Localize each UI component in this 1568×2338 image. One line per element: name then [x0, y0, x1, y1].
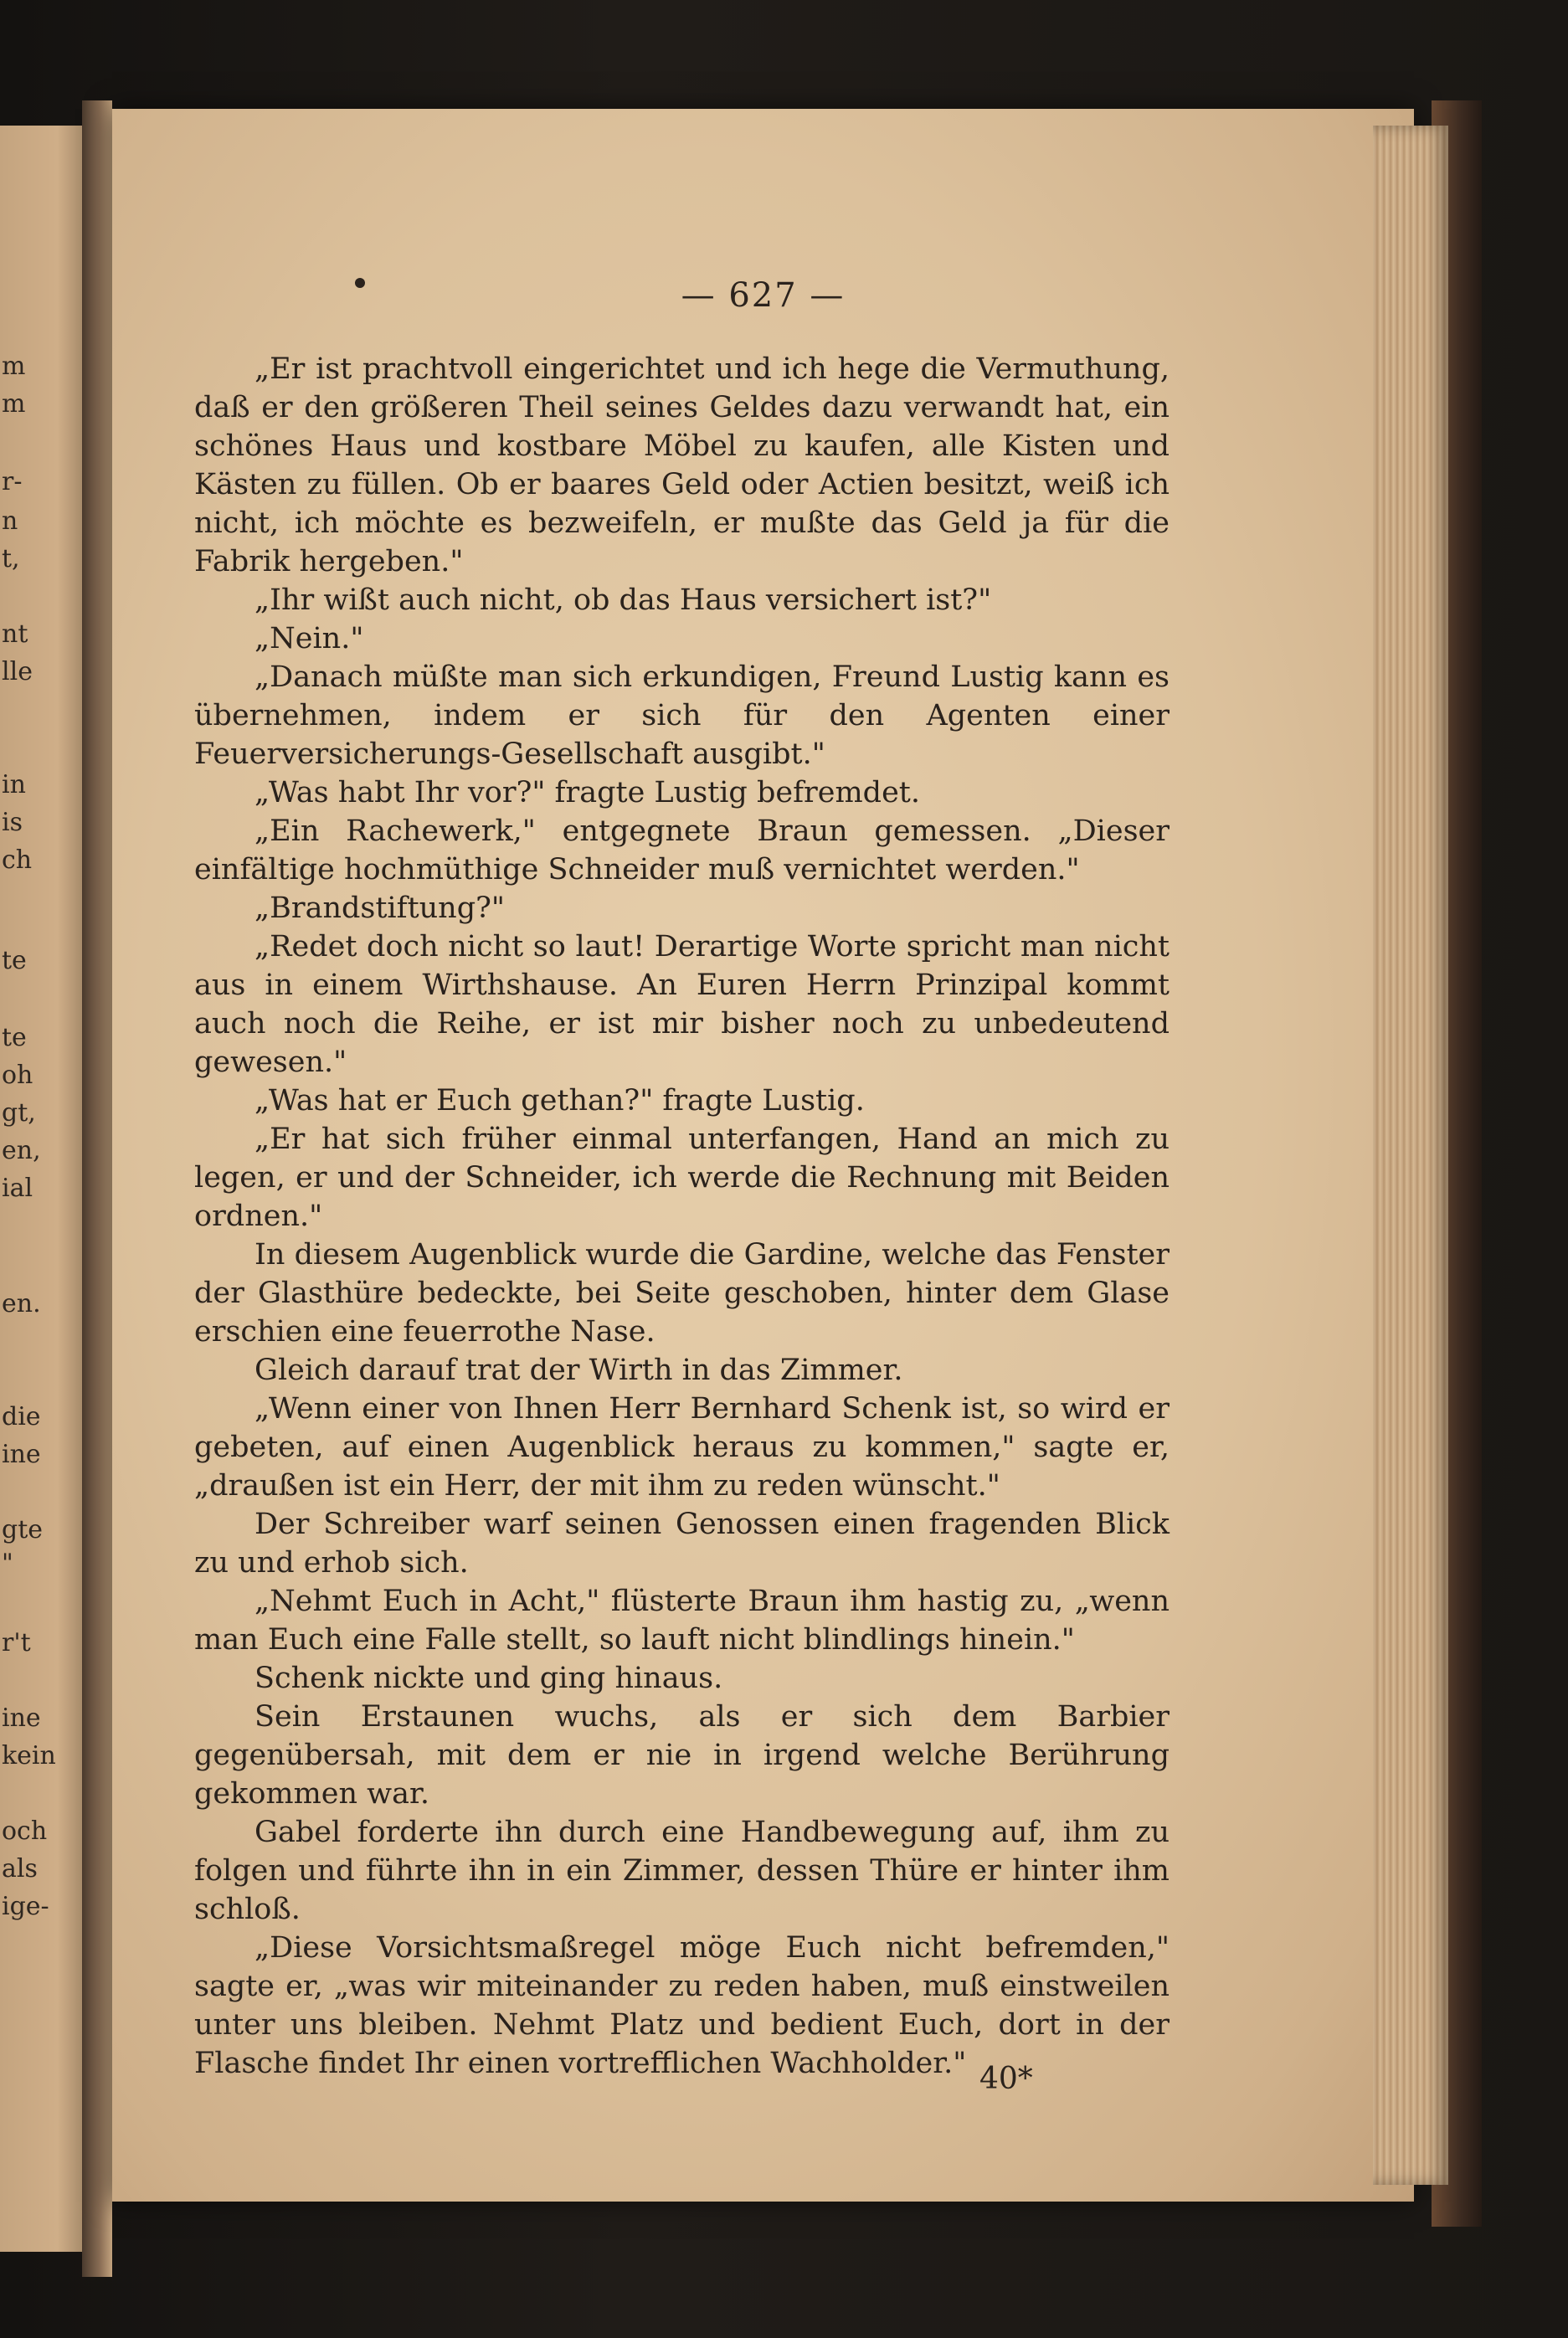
left-page-fragment: kein — [2, 1741, 56, 1770]
left-page-fragment: och — [2, 1816, 48, 1846]
paragraph: „Brandstiftung?" — [254, 892, 505, 925]
left-page-fragment: gte — [2, 1515, 44, 1544]
left-page-fragment: en, — [2, 1136, 41, 1165]
paragraph: In diesem Augenblick wurde die Gardine, welche das Fenster der Glasthüre bedeckte, bei Seite geschoben, hinter dem Glase erschien eine feuerrothe Nase. — [194, 1238, 1170, 1349]
left-page-fragment: ine — [2, 1703, 41, 1733]
left-page-fragment: n — [2, 506, 18, 536]
left-page-edge — [0, 126, 87, 2252]
left-page-fragment: ige- — [2, 1892, 49, 1921]
paragraph: „Was hat er Euch gethan?" fragte Lustig. — [254, 1084, 865, 1118]
paragraph: Sein Erstaunen wuchs, als er sich dem Barbier gegenübersah, mit dem er nie in irgend welche Berührung gekommen war. — [194, 1700, 1170, 1811]
paragraph: Gleich darauf trat der Wirth in das Zimmer. — [254, 1354, 903, 1387]
left-page-fragment: oh — [2, 1061, 33, 1090]
paragraph: „Redet doch nicht so laut! Derartige Worte spricht man nicht aus in einem Wirthshause. An Euren Herrn Prinzipal kommt auch noch die Reihe, er ist mir bisher noch zu unbedeutend gewesen." — [194, 930, 1170, 1079]
paragraph: Schenk nickte und ging hinaus. — [254, 1662, 723, 1695]
page-number: — 627 — — [681, 276, 846, 315]
left-page-fragment: m — [2, 352, 26, 381]
left-page-fragment: ine — [2, 1440, 41, 1469]
left-page-fragment: t, — [2, 544, 20, 573]
paragraph: „Diese Vorsichtsmaßregel möge Euch nicht befremden," sagte er, „was wir miteinander zu reden haben, muß einstweilen unter uns bleiben. Nehmt Platz und bedient Euch, dort in der Flasche findet Ihr einen vortrefflichen Wachholder." — [194, 1931, 1170, 2080]
left-page-fragment: r- — [2, 467, 23, 496]
paragraph: „Wenn einer von Ihnen Herr Bernhard Schenk ist, so wird er gebeten, auf einen Augenblick heraus zu kommen," sagte er, „draußen ist ein Herr, der mit ihm zu reden wünscht." — [194, 1392, 1170, 1503]
paragraph: „Danach müßte man sich erkundigen, Freund Lustig kann es übernehmen, indem er sich für den Agenten einer Feuerversicherungs-Gesellschaft ausgibt." — [194, 660, 1170, 771]
left-page-fragment: gt, — [2, 1098, 36, 1128]
paragraph: „Was habt Ihr vor?" fragte Lustig befremdet. — [254, 776, 920, 809]
left-page-fragment: ial — [2, 1174, 33, 1203]
left-page-fragment: m — [2, 389, 26, 419]
page-stack-edge — [1373, 126, 1448, 2185]
left-page-fragment: als — [2, 1854, 38, 1883]
left-page-fragment: is — [2, 808, 23, 837]
book-gutter — [82, 100, 112, 2277]
paragraph: „Ein Rachewerk," entgegnete Braun gemessen. „Dieser einfältige hochmüthige Schneider muß vernichtet werden." — [194, 814, 1170, 886]
paragraph: Der Schreiber warf seinen Genossen einen fragenden Blick zu und erhob sich. — [194, 1508, 1170, 1580]
paragraph: „Nehmt Euch in Acht," flüsterte Braun ihm hastig zu, „wenn man Euch eine Falle stellt, so lauft nicht blindlings hinein." — [194, 1585, 1170, 1657]
left-page-fragment: ch — [2, 845, 33, 875]
left-page-fragment: r't — [2, 1628, 31, 1657]
left-page-fragment: in — [2, 770, 26, 799]
body-text — [194, 350, 1170, 2083]
paragraph: „Nein." — [254, 622, 364, 655]
left-page-fragment: en. — [2, 1289, 41, 1318]
left-page-fragment: nt — [2, 619, 28, 649]
paragraph: „Er hat sich früher einmal unterfangen, Hand an mich zu legen, er und der Schneider, ich werde die Rechnung mit Beiden ordnen." — [194, 1123, 1170, 1233]
paragraph: „Er ist prachtvoll eingerichtet und ich hege die Vermuthung, daß er den größeren Theil seines Geldes dazu verwandt hat, ein schönes Haus und kostbare Möbel zu kaufen, alle Kisten und Kästen zu füllen. Ob er baares Geld oder Actien besitzt, weiß ich nicht, ich möchte es bezweifeln, er mußte das Geld ja für die Fabrik hergeben." — [194, 352, 1170, 578]
left-page-fragment: die — [2, 1402, 41, 1431]
left-page-fragment: te — [2, 1023, 27, 1052]
paragraph: Gabel forderte ihn durch eine Handbewegung auf, ihm zu folgen und führte ihn in ein Zimmer, dessen Thüre er hinter ihm schloß. — [194, 1816, 1170, 1926]
left-page-fragment: lle — [2, 657, 33, 686]
left-page-fragment: " — [2, 1549, 13, 1578]
printer-signature: 40* — [979, 2062, 1033, 2096]
left-page-fragment: te — [2, 946, 27, 975]
paragraph: „Ihr wißt auch nicht, ob das Haus versichert ist?" — [254, 583, 992, 617]
